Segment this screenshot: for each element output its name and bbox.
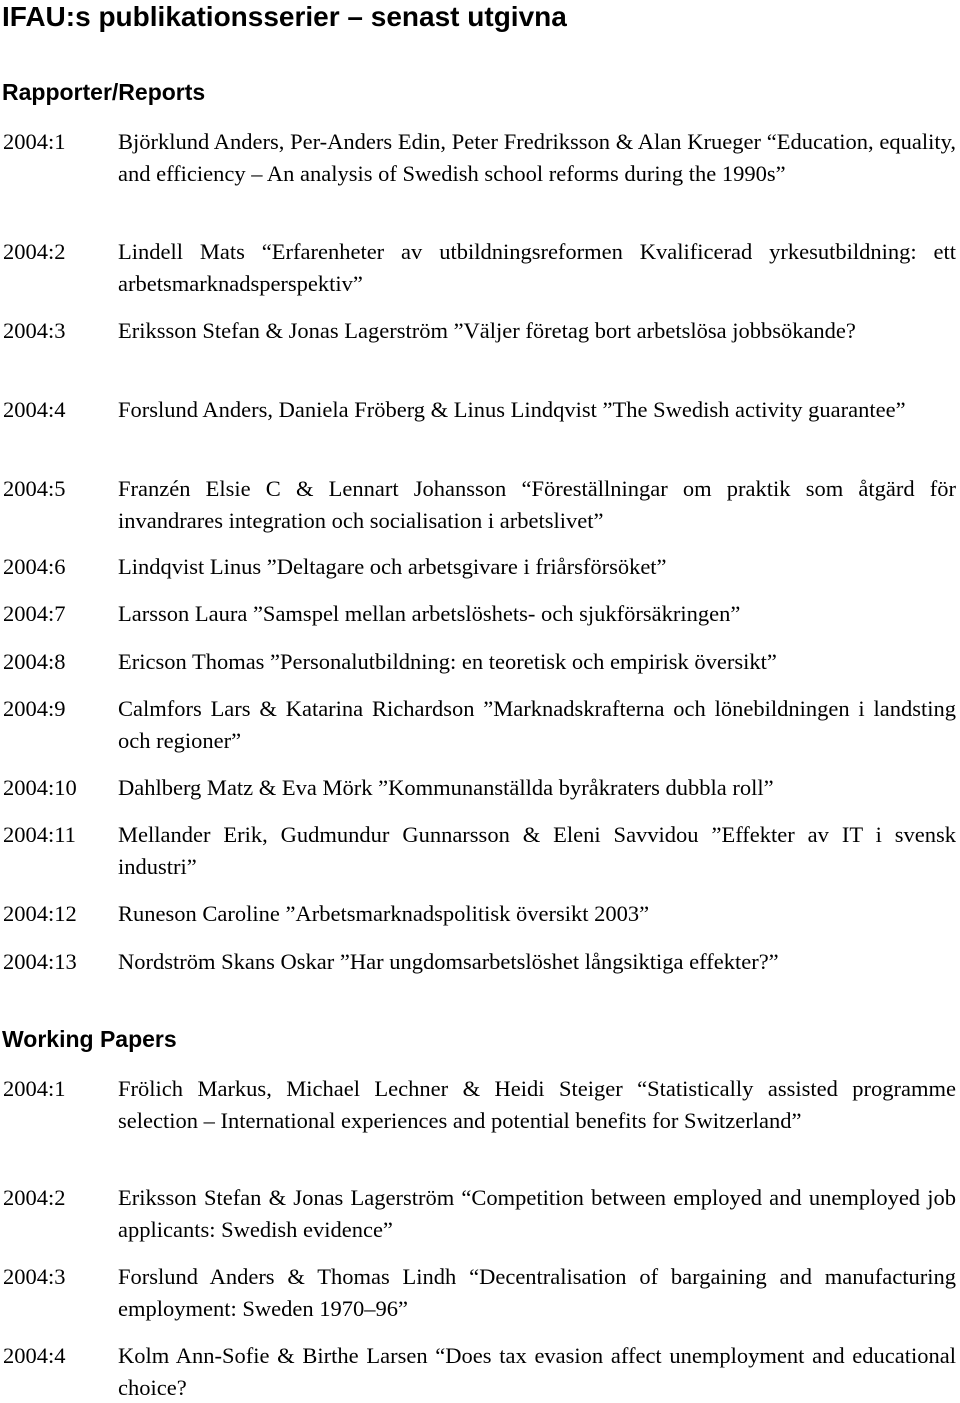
publication-citation: Lindqvist Linus ”Deltagare och arbetsgivare i friårsförsöket”: [118, 554, 667, 579]
publication-citation: Björklund Anders, Per-Anders Edin, Peter Fredriksson & Alan Krueger “Education, equality, and efficiency – An analysis of Swedish school reforms during the 1990s”: [118, 129, 956, 186]
publication-number: 2004:4: [3, 1343, 66, 1368]
publication-citation: Ericson Thomas ”Personalutbildning: en teoretisk och empirisk översikt”: [118, 649, 777, 674]
publication-citation: Franzén Elsie C & Lennart Johansson “Föreställningar om praktik som åtgärd för invandrares integration och socialisation i arbetslivet”: [118, 476, 956, 533]
publication-number: 2004:1: [3, 1076, 66, 1101]
publication-citation: Mellander Erik, Gudmundur Gunnarsson & Eleni Savvidou ”Effekter av IT i svensk industri”: [118, 822, 956, 879]
publication-number: 2004:2: [3, 239, 66, 264]
section-heading: Rapporter/Reports: [2, 79, 206, 105]
publication-citation: Forslund Anders & Thomas Lindh “Decentralisation of bargaining and manufacturing employment: Sweden 1970–96”: [118, 1264, 956, 1321]
publication-citation: Forslund Anders, Daniela Fröberg & Linus Lindqvist ”The Swedish activity guarantee”: [118, 397, 906, 422]
publication-citation: Frölich Markus, Michael Lechner & Heidi Steiger “Statistically assisted programme selection – International experiences and potential benefits for Switzerland”: [118, 1076, 956, 1133]
publication-citation: Eriksson Stefan & Jonas Lagerström ”Väljer företag bort arbetslösa jobbsökande?: [118, 318, 856, 343]
publication-number: 2004:2: [3, 1185, 66, 1210]
publication-number: 2004:10: [3, 775, 77, 800]
publication-number: 2004:5: [3, 476, 66, 501]
publication-citation: Runeson Caroline ”Arbetsmarknadspolitisk översikt 2003”: [118, 901, 650, 926]
publication-citation: Nordström Skans Oskar ”Har ungdomsarbetslöshet långsiktiga effekter?”: [118, 949, 779, 974]
publication-number: 2004:12: [3, 901, 77, 926]
publication-number: 2004:4: [3, 397, 66, 422]
publication-number: 2004:8: [3, 649, 66, 674]
publication-number: 2004:3: [3, 1264, 66, 1289]
publication-number: 2004:7: [3, 601, 66, 626]
publication-number: 2004:1: [3, 129, 66, 154]
publication-number: 2004:9: [3, 696, 66, 721]
publication-citation: Calmfors Lars & Katarina Richardson ”Marknadskrafterna och lönebildningen i landsting och regioner”: [118, 696, 956, 753]
publication-citation: Kolm Ann-Sofie & Birthe Larsen “Does tax evasion affect unemployment and educational choice?: [118, 1343, 956, 1400]
publication-citation: Larsson Laura ”Samspel mellan arbetslöshets- och sjukförsäkringen”: [118, 601, 741, 626]
page-title: IFAU:s publikationsserier – senast utgivna: [2, 1, 567, 32]
publication-number: 2004:11: [3, 822, 76, 847]
publication-citation: Lindell Mats “Erfarenheter av utbildningsreformen Kvalificerad yrkesutbildning: ett arbetsmarknadsperspektiv”: [118, 239, 956, 296]
publication-number: 2004:6: [3, 554, 66, 579]
publication-number: 2004:13: [3, 949, 77, 974]
publication-citation: Eriksson Stefan & Jonas Lagerström “Competition between employed and unemployed job applicants: Swedish evidence”: [118, 1185, 956, 1242]
section-heading: Working Papers: [2, 1026, 177, 1052]
publication-citation: Dahlberg Matz & Eva Mörk ”Kommunanställda byråkraters dubbla roll”: [118, 775, 774, 800]
publication-number: 2004:3: [3, 318, 66, 343]
